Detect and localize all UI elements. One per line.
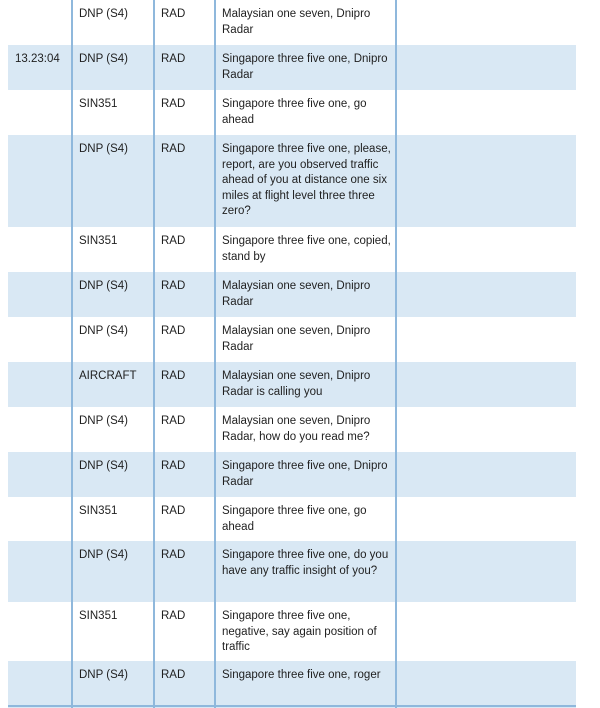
time-cell (8, 227, 72, 272)
to-cell: RAD (161, 415, 186, 427)
time-cell: 13.23:04 (15, 53, 60, 65)
table-row (8, 661, 576, 708)
column-divider (395, 0, 397, 708)
to-cell: RAD (161, 8, 186, 20)
to-cell: RAD (161, 669, 186, 681)
message-cell: Singapore three five one, Dnipro Radar (222, 53, 388, 81)
time-cell (8, 602, 72, 661)
from-cell: DNP (S4) (79, 415, 128, 427)
transcript-table (8, 0, 576, 708)
to-cell: RAD (161, 280, 186, 292)
message-cell: Singapore three five one, do you have any traffic insight of you? (222, 549, 389, 577)
to-cell: RAD (161, 98, 186, 110)
from-cell: SIN351 (79, 235, 118, 247)
to-cell: RAD (161, 370, 186, 382)
empty-cell (396, 602, 576, 661)
time-cell (8, 135, 72, 227)
column-divider (71, 0, 73, 708)
table-row (8, 272, 576, 317)
empty-cell (396, 362, 576, 407)
message-cell: Singapore three five one, Dnipro Radar (222, 460, 388, 488)
to-cell: RAD (161, 610, 186, 622)
empty-cell (396, 497, 576, 541)
empty-cell (396, 272, 576, 317)
table-row (8, 362, 576, 407)
empty-cell (396, 452, 576, 497)
from-cell: DNP (S4) (79, 669, 128, 681)
to-cell: RAD (161, 143, 186, 155)
time-cell (8, 317, 72, 362)
time-cell (8, 272, 72, 317)
table-row (8, 135, 576, 227)
empty-cell (396, 661, 576, 708)
time-cell (8, 452, 72, 497)
table-row (8, 602, 576, 661)
empty-cell (396, 317, 576, 362)
table-row (8, 541, 576, 602)
message-cell: Singapore three five one, copied, stand by (222, 235, 391, 263)
from-cell: DNP (S4) (79, 8, 128, 20)
time-cell (8, 407, 72, 452)
table-row (8, 90, 576, 135)
time-cell (8, 0, 72, 45)
time-cell (8, 541, 72, 602)
message-cell: Singapore three five one, roger (222, 669, 381, 681)
table-row (8, 497, 576, 541)
message-cell: Malaysian one seven, Dnipro Radar (222, 280, 371, 308)
message-cell: Singapore three five one, go ahead (222, 505, 367, 533)
empty-cell (396, 227, 576, 272)
message-cell: Singapore three five one, negative, say again position of traffic (222, 610, 377, 653)
table-row (8, 452, 576, 497)
table-row (8, 317, 576, 362)
column-divider (214, 0, 216, 708)
empty-cell (396, 135, 576, 227)
message-cell: Malaysian one seven, Dnipro Radar (222, 8, 371, 36)
empty-cell (396, 90, 576, 135)
message-cell: Malaysian one seven, Dnipro Radar, how do you read me? (222, 415, 371, 443)
to-cell: RAD (161, 53, 186, 65)
time-cell (8, 497, 72, 541)
message-cell: Singapore three five one, go ahead (222, 98, 367, 126)
empty-cell (396, 541, 576, 602)
table-bottom-border (8, 705, 576, 707)
message-cell: Malaysian one seven, Dnipro Radar is calling you (222, 370, 371, 398)
table-row (8, 45, 576, 90)
from-cell: DNP (S4) (79, 280, 128, 292)
to-cell: RAD (161, 235, 186, 247)
from-cell: DNP (S4) (79, 143, 128, 155)
from-cell: AIRCRAFT (79, 370, 137, 382)
to-cell: RAD (161, 460, 186, 472)
from-cell: DNP (S4) (79, 549, 128, 561)
time-cell (8, 90, 72, 135)
table-row (8, 407, 576, 452)
empty-cell (396, 45, 576, 90)
to-cell: RAD (161, 505, 186, 517)
empty-cell (396, 0, 576, 45)
to-cell: RAD (161, 325, 186, 337)
time-cell (8, 661, 72, 708)
from-cell: SIN351 (79, 610, 118, 622)
column-divider (153, 0, 155, 708)
table-row (8, 0, 576, 45)
table-row (8, 227, 576, 272)
to-cell: RAD (161, 549, 186, 561)
from-cell: DNP (S4) (79, 460, 128, 472)
message-cell: Malaysian one seven, Dnipro Radar (222, 325, 371, 353)
time-cell (8, 362, 72, 407)
from-cell: DNP (S4) (79, 53, 128, 65)
message-cell: Singapore three five one, please, report, are you observed traffic ahead of you at distance one six miles at flight level three three zero? (222, 143, 391, 217)
from-cell: SIN351 (79, 98, 118, 110)
from-cell: DNP (S4) (79, 325, 128, 337)
empty-cell (396, 407, 576, 452)
from-cell: SIN351 (79, 505, 118, 517)
